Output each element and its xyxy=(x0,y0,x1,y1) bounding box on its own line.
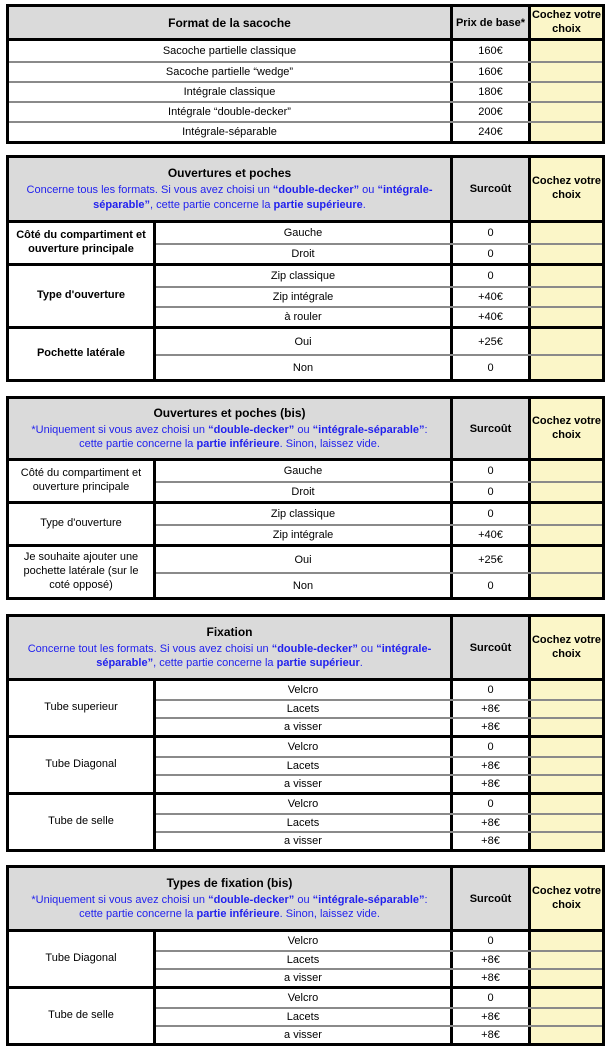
table-header-row xyxy=(9,399,602,458)
group-label: Tube superieur xyxy=(9,681,156,735)
choice-checkbox-cell[interactable] xyxy=(528,223,602,243)
table-title: Fixation xyxy=(206,624,253,639)
option-row xyxy=(9,81,602,101)
choice-checkbox-cell[interactable] xyxy=(528,815,602,831)
choice-checkbox-cell[interactable] xyxy=(528,504,602,524)
table-title: Format de la sacoche xyxy=(168,15,291,30)
group-label: Pochette latérale xyxy=(9,329,156,379)
check-header: Cochez votre choix xyxy=(528,617,602,678)
price-value: +40€ xyxy=(450,526,528,544)
price-value: 0 xyxy=(450,989,528,1007)
choice-checkbox-cell[interactable] xyxy=(528,932,602,950)
option-label: Gauche xyxy=(283,465,323,477)
check-header: Cochez votre choix xyxy=(528,7,602,38)
option-label: Sacoche partielle classique xyxy=(162,45,297,57)
choice-checkbox-cell[interactable] xyxy=(528,41,602,61)
choice-checkbox-cell[interactable] xyxy=(528,952,602,968)
option-label: Oui xyxy=(294,335,312,348)
choice-checkbox-cell[interactable] xyxy=(528,63,602,81)
choice-checkbox-cell[interactable] xyxy=(528,308,602,326)
choice-checkbox-cell[interactable] xyxy=(528,266,602,286)
option-label: a visser xyxy=(284,972,322,984)
option-row xyxy=(156,306,602,326)
option-row xyxy=(156,286,602,306)
price-value: 0 xyxy=(450,574,528,597)
table-note: *Uniquement si vous avez choisi un “double-decker” ou “intégrale-séparable”: cette partie concerne la partie inférieure. Sinon, laissez vide. xyxy=(31,423,428,450)
price-value: 160€ xyxy=(450,41,528,61)
option-row xyxy=(156,547,602,572)
option-row xyxy=(156,266,602,286)
option-group xyxy=(9,986,602,1043)
choice-checkbox-cell[interactable] xyxy=(528,970,602,986)
price-value: +8€ xyxy=(450,719,528,735)
group-label: Type d'ouverture xyxy=(9,266,156,326)
table-header-row xyxy=(9,617,602,678)
table-title: Ouvertures et poches (bis) xyxy=(153,405,306,420)
option-row xyxy=(9,41,602,61)
option-row xyxy=(156,795,602,813)
choice-checkbox-cell[interactable] xyxy=(528,103,602,121)
option-row xyxy=(156,354,602,379)
price-value: +8€ xyxy=(450,970,528,986)
option-row xyxy=(156,329,602,354)
price-value: +8€ xyxy=(450,833,528,849)
price-value: +8€ xyxy=(450,758,528,774)
choice-checkbox-cell[interactable] xyxy=(528,681,602,699)
option-label: Oui xyxy=(294,553,312,566)
option-row xyxy=(156,461,602,481)
option-label: Non xyxy=(292,361,314,374)
price-value: 0 xyxy=(450,356,528,379)
option-label: Velcro xyxy=(287,992,319,1004)
surcout-header: Surcoût xyxy=(450,158,528,220)
group-label: Côté du compartiment et ouverture principale xyxy=(9,223,156,263)
price-value: +40€ xyxy=(450,308,528,326)
choice-checkbox-cell[interactable] xyxy=(528,1027,602,1043)
price-value: 0 xyxy=(450,504,528,524)
price-value: 0 xyxy=(450,738,528,756)
price-value: 0 xyxy=(450,483,528,501)
table-header-cell xyxy=(9,617,450,678)
table-ouvertures-et-poches xyxy=(6,155,605,382)
table-note: *Uniquement si vous avez choisi un “double-decker” ou “intégrale-séparable”: cette partie concerne la partie inférieure. Sinon, laissez vide. xyxy=(31,893,428,920)
price-value: 0 xyxy=(450,932,528,950)
surcout-header: Surcoût xyxy=(450,868,528,929)
group-label: Je souhaite ajouter une pochette latérale (sur le coté opposé) xyxy=(9,547,156,597)
group-label: Tube de selle xyxy=(9,989,156,1043)
option-row xyxy=(156,681,602,699)
option-row xyxy=(9,121,602,141)
option-row xyxy=(156,989,602,1007)
option-group xyxy=(9,932,602,986)
table-header-cell xyxy=(9,868,450,929)
price-value: 0 xyxy=(450,795,528,813)
price-value: 160€ xyxy=(450,63,528,81)
option-label: a visser xyxy=(284,835,322,847)
table-header-row xyxy=(9,7,602,38)
check-header: Cochez votre choix xyxy=(528,158,602,220)
option-group xyxy=(9,461,602,501)
group-label: Tube de selle xyxy=(9,795,156,849)
option-label: Velcro xyxy=(287,684,319,696)
option-row xyxy=(156,1025,602,1043)
check-header: Cochez votre choix xyxy=(528,868,602,929)
table-header-row xyxy=(9,158,602,220)
choice-checkbox-cell[interactable] xyxy=(528,245,602,263)
option-label: Zip classique xyxy=(270,508,336,520)
choice-checkbox-cell[interactable] xyxy=(528,288,602,306)
option-label: Intégrale-séparable xyxy=(182,126,277,138)
group-label: Côté du compartiment et ouverture principale xyxy=(9,461,156,501)
price-value: 0 xyxy=(450,223,528,243)
choice-checkbox-cell[interactable] xyxy=(528,547,602,572)
option-row xyxy=(156,738,602,756)
choice-checkbox-cell[interactable] xyxy=(528,833,602,849)
price-value: +40€ xyxy=(450,288,528,306)
option-label: Velcro xyxy=(287,798,319,810)
option-group xyxy=(9,223,602,263)
option-group xyxy=(9,681,602,735)
table-types-de-fixation-bis xyxy=(6,865,605,1046)
option-row xyxy=(156,481,602,501)
option-row xyxy=(156,774,602,792)
table-header-cell xyxy=(9,158,450,220)
option-label: a visser xyxy=(284,778,322,790)
price-value: 180€ xyxy=(450,83,528,101)
choice-checkbox-cell[interactable] xyxy=(528,1009,602,1025)
check-header: Cochez votre choix xyxy=(528,399,602,458)
table-ouvertures-et-poches-bis xyxy=(6,396,605,600)
option-label: Velcro xyxy=(287,741,319,753)
group-label: Tube Diagonal xyxy=(9,738,156,792)
price-value: +25€ xyxy=(450,329,528,354)
price-value: +25€ xyxy=(450,547,528,572)
option-label: Zip intégrale xyxy=(272,529,334,541)
option-group xyxy=(9,544,602,597)
option-label: Lacets xyxy=(286,703,320,715)
option-label: Droit xyxy=(291,248,315,260)
option-label: Lacets xyxy=(286,954,320,966)
option-row xyxy=(156,950,602,968)
option-label: Intégrale classique xyxy=(183,86,276,98)
surcout-header: Surcoût xyxy=(450,617,528,678)
option-row xyxy=(9,101,602,121)
choice-checkbox-cell[interactable] xyxy=(528,123,602,141)
option-row xyxy=(156,524,602,544)
option-label: Zip classique xyxy=(270,270,336,282)
option-row xyxy=(156,572,602,597)
option-row xyxy=(9,61,602,81)
option-row xyxy=(156,932,602,950)
table-format-sacoche xyxy=(6,4,605,144)
option-row xyxy=(156,699,602,717)
option-label: à rouler xyxy=(284,311,322,323)
price-value: +8€ xyxy=(450,1027,528,1043)
option-group xyxy=(9,501,602,544)
choice-checkbox-cell[interactable] xyxy=(528,795,602,813)
table-note: Concerne tout les formats. Si vous avez choisi un “double-decker” ou “intégrale-séparable”, cette partie concerne la partie supérieur. xyxy=(27,642,432,669)
group-label: Tube Diagonal xyxy=(9,932,156,986)
option-label: Droit xyxy=(291,486,315,498)
option-label: Non xyxy=(292,579,314,592)
choice-checkbox-cell[interactable] xyxy=(528,329,602,354)
table-header-cell xyxy=(9,7,450,38)
price-header: Prix de base* xyxy=(450,7,528,38)
price-value: 0 xyxy=(450,266,528,286)
price-value: +8€ xyxy=(450,815,528,831)
choice-checkbox-cell[interactable] xyxy=(528,776,602,792)
choice-checkbox-cell[interactable] xyxy=(528,719,602,735)
table-header-row xyxy=(9,868,602,929)
table-title: Ouvertures et poches xyxy=(167,166,292,181)
option-group xyxy=(9,792,602,849)
option-row xyxy=(156,968,602,986)
choice-checkbox-cell[interactable] xyxy=(528,574,602,597)
option-row xyxy=(156,813,602,831)
choice-checkbox-cell[interactable] xyxy=(528,701,602,717)
option-group xyxy=(9,263,602,326)
option-group xyxy=(9,326,602,379)
price-value: 240€ xyxy=(450,123,528,141)
option-row xyxy=(156,756,602,774)
choice-checkbox-cell[interactable] xyxy=(528,356,602,379)
table-note: Concerne tous les formats. Si vous avez choisi un “double-decker” ou “intégrale-séparable”, cette partie concerne la partie supérieure. xyxy=(26,184,433,211)
choice-checkbox-cell[interactable] xyxy=(528,83,602,101)
price-value: 0 xyxy=(450,245,528,263)
option-group xyxy=(9,735,602,792)
option-label: Lacets xyxy=(286,1011,320,1023)
choice-checkbox-cell[interactable] xyxy=(528,461,602,481)
choice-checkbox-cell[interactable] xyxy=(528,989,602,1007)
option-row xyxy=(156,831,602,849)
option-label: Lacets xyxy=(286,760,320,772)
price-value: +8€ xyxy=(450,776,528,792)
price-value: +8€ xyxy=(450,952,528,968)
option-row xyxy=(156,504,602,524)
option-label: Lacets xyxy=(286,817,320,829)
choice-checkbox-cell[interactable] xyxy=(528,483,602,501)
option-row xyxy=(156,717,602,735)
table-fixation xyxy=(6,614,605,852)
option-row xyxy=(156,243,602,263)
option-row xyxy=(156,1007,602,1025)
option-label: a visser xyxy=(284,721,322,733)
option-label: Velcro xyxy=(287,935,319,947)
price-value: +8€ xyxy=(450,1009,528,1025)
option-label: Intégrale “double-decker” xyxy=(168,106,291,118)
option-label: Gauche xyxy=(283,227,323,239)
choice-checkbox-cell[interactable] xyxy=(528,738,602,756)
table-title: Types de fixation (bis) xyxy=(166,875,293,890)
price-value: 0 xyxy=(450,461,528,481)
option-label: a visser xyxy=(284,1029,322,1041)
price-value: +8€ xyxy=(450,701,528,717)
choice-checkbox-cell[interactable] xyxy=(528,758,602,774)
table-header-cell xyxy=(9,399,450,458)
choice-checkbox-cell[interactable] xyxy=(528,526,602,544)
price-value: 200€ xyxy=(450,103,528,121)
price-value: 0 xyxy=(450,681,528,699)
option-label: Sacoche partielle “wedge” xyxy=(165,66,294,78)
surcout-header: Surcoût xyxy=(450,399,528,458)
option-row xyxy=(156,223,602,243)
option-label: Zip intégrale xyxy=(272,291,334,303)
group-label: Type d'ouverture xyxy=(9,504,156,544)
